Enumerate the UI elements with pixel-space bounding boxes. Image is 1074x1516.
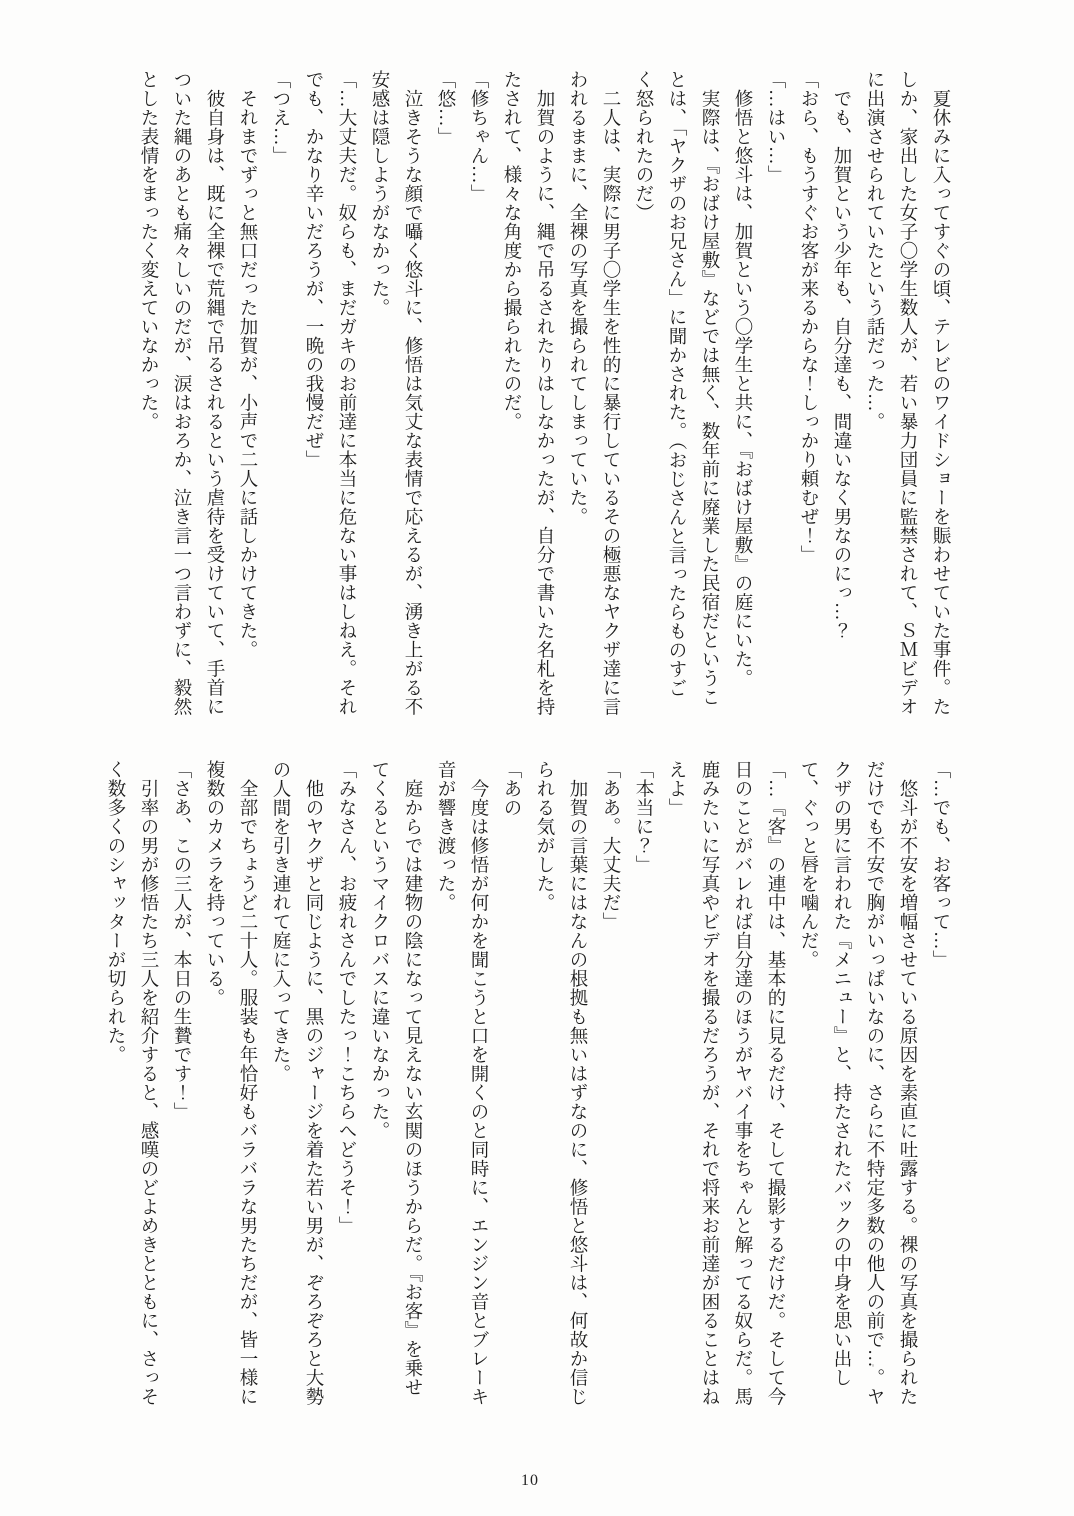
text-line: 実際は、『おばけ屋敷』などでは無く、数年前に廃業した民宿だというこ [699,70,719,707]
text-line: 夏休みに入ってすぐの頃、テレビのワイドショーを賑わせていた事件。た [930,70,950,716]
text-line: 引率の男が修悟たち三人を紹介すると、感嘆のどよめきとともに、さっそ [138,760,158,1406]
text-line: く数多くのシャッターが切られた。 [105,760,125,1064]
text-line: われるままに、全裸の写真を撮られてしまっていた。 [567,70,587,526]
text-line: 「ああ。大丈夫だ」 [600,760,620,931]
text-line: 「つえ…」 [270,70,290,165]
text-line: 彼自身は、既に全裸で荒縄で吊るされるという虐待を受けていて、手首に [204,70,224,716]
text-line: ついた縄のあとも痛々しいのだが、涙はおろか、泣き言一つ言わずに、毅然 [171,70,191,716]
text-line: 「悠…」 [435,70,455,146]
scan-speckle [175,1037,178,1039]
text-line: とは、「ヤクザのお兄さん」に聞かされた。（おじさんと言ったらものすご [666,70,686,698]
text-line: てくるというマイクロバスに違いなかった。 [369,760,389,1140]
text-line: 音が響き渡った。 [435,760,455,912]
text-line: 修悟と悠斗は、加賀という〇学生と共に、『おばけ屋敷』の庭にいた。 [732,70,752,688]
text-line: でも、かなり辛いだろうが、一晩の我慢だぜ」 [303,70,323,469]
text-line: 安感は隠しようがなかった。 [369,70,389,317]
text-line: 加賀のように、縄で吊るされたりはしなかったが、自分で書いた名札を持 [534,70,554,716]
text-line: の人間を引き連れて庭に入ってきた。 [270,760,290,1083]
text-line: 他のヤクザと同じように、黒のジャージを着た若い男が、ぞろぞろと大勢 [303,760,323,1406]
text-block-top [131,70,956,742]
text-line: 「本当に？」 [633,760,653,874]
text-line: クザの男に言われた『メニュー』と、持たされたバックの中身を思い出し [831,760,851,1387]
text-line: たされて、様々な角度から撮られたのだ。 [501,70,521,431]
text-line: 「…でも、お客って…」 [930,760,950,969]
text-line: だけでも不安で胸がいっぱいなのに、さらに不特定多数の他人の前で…。ヤ [864,760,884,1406]
text-line: 「おら、もうすぐお客が来るからな！しっかり頼むぜ！」 [798,70,818,564]
text-line: それまでずっと無口だった加賀が、小声で二人に話しかけてきた。 [237,70,257,659]
text-line: 今度は修悟が何かを聞こうと口を開くのと同時に、エンジン音とブレーキ [468,760,488,1406]
text-line: 泣きそうな顔で囁く悠斗に、修悟は気丈な表情で応えるが、湧き上がる不 [402,70,422,716]
text-line: でも、加賀という少年も、自分達も、間違いなく男なのにっ…？ [831,70,851,640]
text-line: く怒られたのだ） [633,70,653,222]
page-number: 10 [521,1472,539,1489]
text-line: 「…大丈夫だ。奴らも、まだガキのお前達に本当に危ない事はしねえ。それ [336,70,356,716]
text-line: えよ」 [666,760,686,817]
text-line: られる気がした。 [534,760,554,912]
scan-speckle [538,247,541,250]
text-line: 日のことがバレれば自分達のほうがヤバイ事をちゃんと解ってる奴らだ。馬 [732,760,752,1406]
text-line: て、ぐっと唇を噛んだ。 [798,760,818,969]
text-line: 二人は、実際に男子〇学生を性的に暴行しているその極悪なヤクザ達に言 [600,70,620,716]
text-line: 全部でちょうど二十人。服装も年恰好もバラバラな男たちだが、皆一様に [237,760,257,1406]
scan-speckle [872,1364,874,1367]
text-line: 悠斗が不安を増幅させている原因を素直に吐露する。裸の写真を撮られた [897,760,917,1406]
text-line: 「…『客』の連中は、基本的に見るだけ、そして撮影するだけだ。そして今 [765,760,785,1406]
text-line: 加賀の言葉にはなんの根拠も無いはずなのに、修悟と悠斗は、何故か信じ [567,760,587,1406]
text-line: 複数のカメラを持っている。 [204,760,224,1007]
text-block-bottom [98,760,956,1432]
text-line: 鹿みたいに写真やビデオを撮るだろうが、それで将来お前達が困ることはね [699,760,719,1406]
text-line: に出演させられていたという話だった…。 [864,70,884,431]
text-line: しか、家出した女子〇学生数人が、若い暴力団員に監禁されて、ＳＭビデオ [897,70,917,716]
text-line: とした表情をまったく変えていなかった。 [138,70,158,431]
text-line: 「あの [501,760,521,817]
text-line: 庭からでは建物の陰になって見えない玄関のほうからだ。『お客』を乗せ [402,760,422,1397]
text-line: 「みなさん、お疲れさんでしたっ！こちらへどうそ！」 [336,760,356,1235]
text-line: 「さあ、この三人が、本日の生贄です！」 [171,760,191,1121]
text-line: 「修ちゃん…」 [468,70,488,203]
text-line: 「…はい…」 [765,70,785,184]
